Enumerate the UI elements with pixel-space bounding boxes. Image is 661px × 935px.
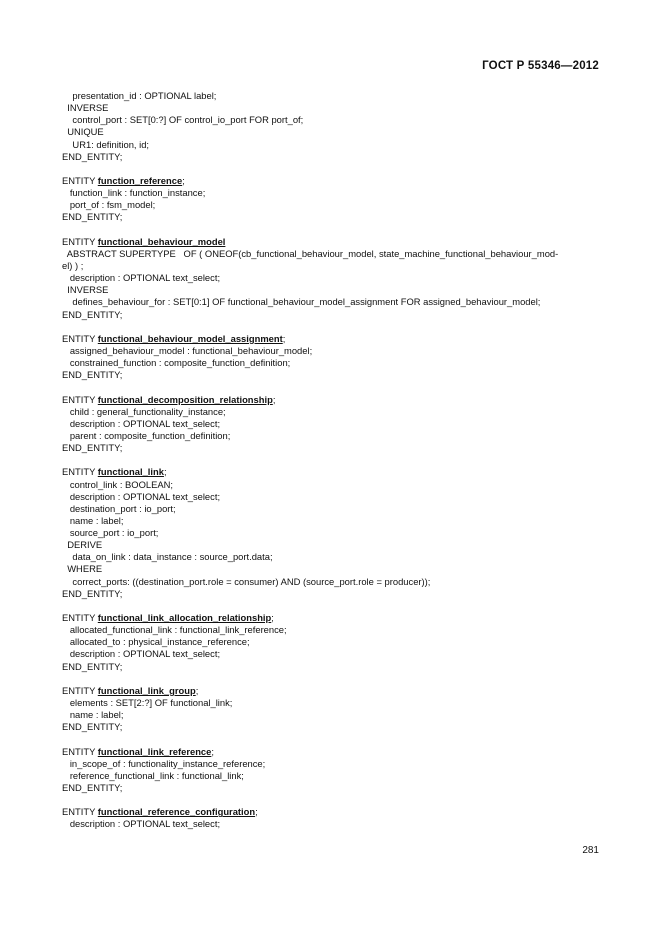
entity-header [62, 612, 602, 624]
code-line: parent : composite_function_definition; [62, 429, 231, 441]
code-line: destination_port : io_port; [62, 502, 176, 514]
entity-suffix: ; [255, 806, 258, 818]
entity-block [62, 175, 602, 224]
entity-name: functional_link_reference [97, 745, 212, 757]
code-line: END_ENTITY; [62, 442, 123, 454]
entity-block [62, 746, 602, 795]
entity-name: functional_behaviour_model [97, 235, 226, 247]
page-number: 281 [582, 845, 599, 856]
code-line: allocated_functional_link : functional_link_reference; [62, 624, 287, 636]
entity-name: functional_link [97, 466, 164, 478]
code-line: source_port : io_port; [62, 527, 159, 539]
code-line: defines_behaviour_for : SET[0:1] OF functional_behaviour_model_assignment FOR assigned_behaviour_model; [62, 296, 541, 308]
entity-keyword: ENTITY [62, 393, 98, 405]
entity-block [62, 90, 602, 163]
entity-suffix: ; [271, 612, 274, 624]
entity-keyword: ENTITY [62, 612, 98, 624]
code-line: presentation_id : OPTIONAL label; [62, 90, 217, 101]
entity-name: functional_link_allocation_relationship [97, 612, 272, 624]
standard-id: ГОСТ Р 55346—2012 [482, 60, 599, 72]
entity-name: functional_reference_configuration [97, 806, 256, 818]
code-line: END_ENTITY; [62, 211, 123, 223]
code-line: allocated_to : physical_instance_reference; [62, 636, 250, 648]
code-line: END_ENTITY; [62, 150, 123, 162]
code-line: function_link : function_instance; [62, 187, 206, 199]
entity-block [62, 394, 602, 455]
entity-header [62, 175, 602, 187]
code-line: control_link : BOOLEAN; [62, 478, 173, 490]
code-line: in_scope_of : functionality_instance_reference; [62, 757, 266, 769]
entity-block [62, 806, 602, 830]
code-line: description : OPTIONAL text_select; [62, 272, 221, 284]
code-line: elements : SET[2:?] OF functional_link; [62, 697, 233, 709]
entity-header [62, 394, 602, 406]
code-line: el) ) ; [62, 259, 84, 271]
entity-suffix: ; [163, 466, 167, 478]
entity-name: functional_behaviour_model_assignment [97, 332, 283, 344]
entity-suffix: ; [211, 745, 214, 757]
code-line: description : OPTIONAL text_select; [62, 648, 221, 660]
entity-block [62, 612, 602, 673]
entity-keyword: ENTITY [62, 332, 98, 344]
entity-keyword: ENTITY [62, 806, 98, 818]
code-line: name : label; [62, 709, 124, 721]
code-line: UNIQUE [62, 126, 104, 138]
code-line: name : label; [62, 514, 124, 526]
entity-suffix: ; [182, 174, 185, 186]
entity-keyword: ENTITY [62, 235, 98, 247]
entity-header [62, 466, 602, 478]
entity-keyword: ENTITY [62, 174, 98, 186]
entity-block [62, 466, 602, 600]
code-line: END_ENTITY; [62, 721, 123, 733]
code-line: END_ENTITY; [62, 660, 123, 672]
entity-suffix: ; [272, 393, 276, 405]
code-line: END_ENTITY; [62, 782, 123, 794]
code-line: control_port : SET[0:?] OF control_io_port FOR port_of; [62, 114, 304, 126]
code-line: correct_ports: ((destination_port.role = consumer) AND (source_port.role = producer)); [62, 575, 431, 587]
entity-name: function_reference [97, 174, 183, 186]
entity-header [62, 685, 602, 697]
entity-name: functional_decomposition_relationship [97, 393, 273, 405]
code-line: constrained_function : composite_function_definition; [62, 357, 291, 369]
entity-block [62, 236, 602, 321]
code-line: DERIVE [62, 539, 103, 551]
document-body [62, 90, 602, 831]
entity-header [62, 806, 602, 818]
code-line: reference_functional_link : functional_link; [62, 769, 244, 781]
entity-block [62, 685, 602, 734]
code-line: INVERSE [62, 284, 109, 296]
entity-keyword: ENTITY [62, 466, 98, 478]
entity-suffix: ; [195, 684, 199, 696]
entity-header [62, 236, 602, 248]
code-line: ABSTRACT SUPERTYPE OF ( ONEOF(cb_functional_behaviour_model, state_machine_functional_behaviour_mod- [62, 247, 559, 259]
code-line: assigned_behaviour_model : functional_behaviour_model; [62, 344, 313, 356]
entity-header [62, 333, 602, 345]
entity-suffix: ; [282, 332, 286, 344]
entity-keyword: ENTITY [62, 684, 98, 696]
entity-name: functional_link_group [97, 684, 196, 696]
code-line: END_ENTITY; [62, 369, 123, 381]
code-line: child : general_functionality_instance; [62, 405, 226, 417]
code-line: END_ENTITY; [62, 587, 123, 599]
code-line: data_on_link : data_instance : source_port.data; [62, 551, 273, 563]
code-line: UR1: definition, id; [62, 138, 150, 150]
entity-header [62, 746, 602, 758]
entity-keyword: ENTITY [62, 745, 98, 757]
code-line: description : OPTIONAL text_select; [62, 818, 221, 830]
entity-block [62, 333, 602, 382]
code-line: port_of : fsm_model; [62, 199, 156, 211]
code-line: description : OPTIONAL text_select; [62, 490, 221, 502]
code-line: description : OPTIONAL text_select; [62, 417, 221, 429]
code-line: END_ENTITY; [62, 308, 123, 320]
code-line: WHERE [62, 563, 103, 575]
code-line: INVERSE [62, 102, 109, 114]
